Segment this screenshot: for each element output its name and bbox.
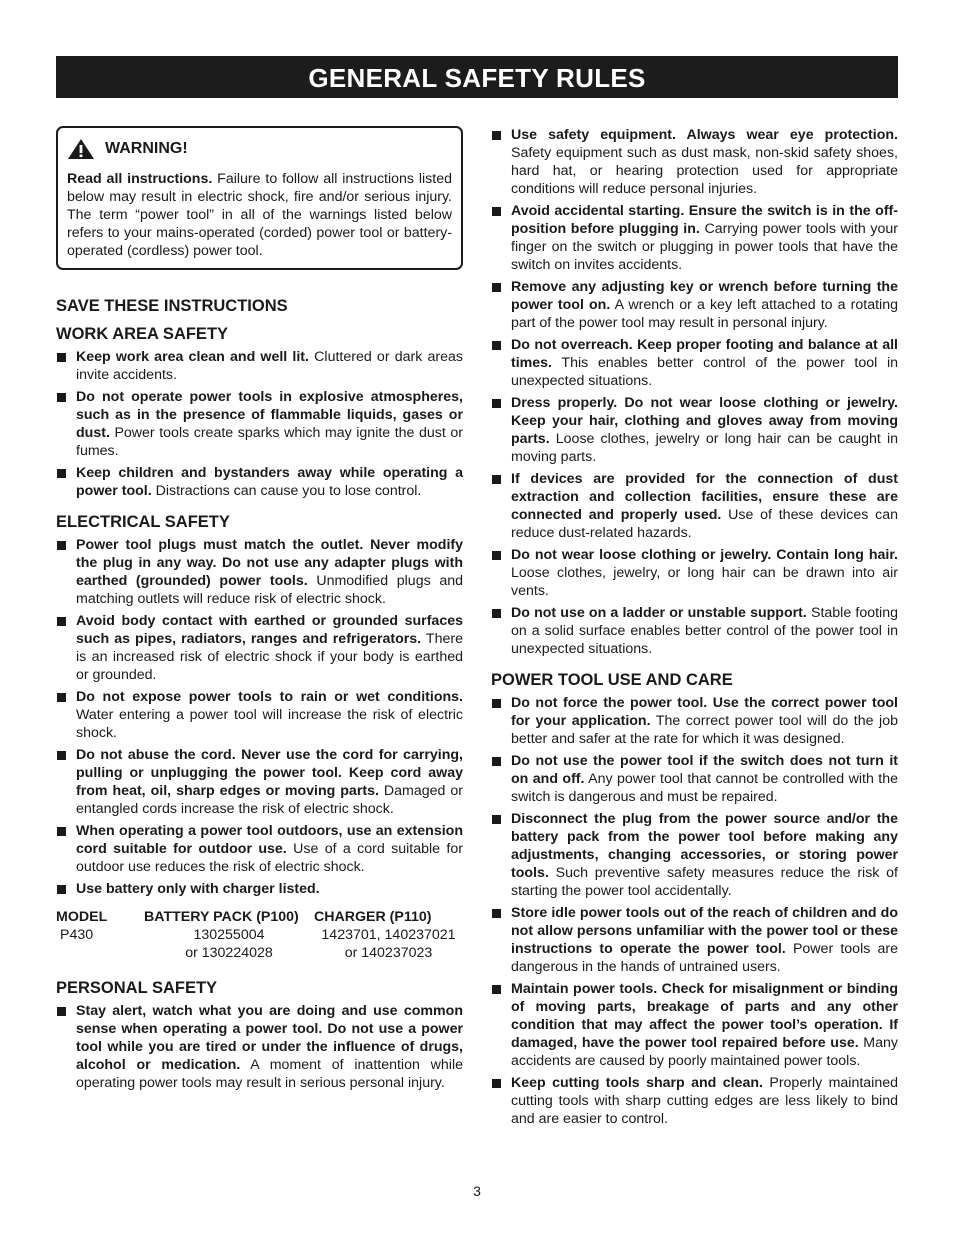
item-bold: Avoid body contact with earthed or grounded surfaces such as pipes, radiators, ranges and refrigerators. [76, 613, 463, 647]
electrical-heading: ELECTRICAL SAFETY [56, 513, 230, 531]
item-bold: Disconnect the plug from the power source and/or the battery pack from the power tool before making any adjustments, changing accessories, or storing power tools. [511, 811, 898, 881]
bullet-icon [57, 541, 66, 550]
table-cell: or 130224028 [185, 945, 273, 961]
personal-safety-list-continued [491, 126, 898, 658]
work-area-heading: WORK AREA SAFETY [56, 325, 229, 343]
warning-body: Failure to follow all instructions listed below may result in electric shock, fire and/or serious injury. The term “power tool” in all of the warnings listed below refers to your mains-operated (corded) power tool or battery-operated (cordless) power tool. [67, 171, 452, 259]
table-cell [56, 944, 144, 962]
table-cell: or 140237023 [344, 945, 433, 961]
item-text: Power tools create sparks which may ignite the dust or fumes. [76, 425, 463, 459]
item-text: Use of these devices can reduce dust-related hazards. [511, 507, 898, 541]
warning-header [67, 138, 452, 160]
item-text: Safety equipment such as dust mask, non-skid safety shoes, hard hat, or hearing protection used for appropriate conditions will reduce personal injuries. [511, 145, 898, 197]
list-item [491, 694, 898, 748]
item-bold: Use safety equipment. Always wear eye protection. [511, 127, 898, 143]
table-header-row [56, 908, 463, 926]
item-bold: Keep cutting tools sharp and clean. [511, 1075, 763, 1091]
item-text: Loose clothes, jewelry or long hair can be caught in moving parts. [511, 431, 898, 465]
bullet-icon [492, 399, 501, 408]
page-title: GENERAL SAFETY RULES [308, 63, 646, 93]
list-item [491, 1074, 898, 1128]
bullet-icon [492, 815, 501, 824]
warning-lead: Read all instructions. [67, 171, 213, 187]
list-item [491, 752, 898, 806]
list-item [491, 904, 898, 976]
column-header: CHARGER (P110) [314, 909, 432, 925]
item-bold: Dress properly. Do not wear loose clothing or jewelry. Keep your hair, clothing and gloves away from moving parts. [511, 395, 898, 447]
work-area-list [56, 348, 463, 500]
item-text: Cluttered or dark areas invite accidents. [76, 349, 463, 383]
personal-safety-heading: PERSONAL SAFETY [56, 979, 218, 997]
item-bold: Do not use the power tool if the switch does not turn it on and off. [511, 753, 898, 787]
bullet-icon [492, 341, 501, 350]
item-bold: Remove any adjusting key or wrench before turning the power tool on. [511, 279, 898, 313]
item-text: Many accidents are caused by poorly maintained power tools. [511, 1035, 898, 1069]
bullet-icon [57, 693, 66, 702]
list-item [491, 336, 898, 390]
item-text: Power tools are dangerous in the hands of untrained users. [511, 941, 899, 975]
item-text: Use of a cord suitable for outdoor use reduces the risk of electric shock. [76, 841, 463, 875]
list-item [491, 470, 898, 542]
bullet-icon [492, 551, 501, 560]
list-item [56, 688, 463, 742]
item-text: This enables better control of the power tool in unexpected situations. [511, 355, 898, 389]
list-item [491, 980, 898, 1070]
item-text: Such preventive safety measures reduce the risk of starting the power tool accidentally. [511, 865, 898, 899]
item-bold: When operating a power tool outdoors, use an extension cord suitable for outdoor use. [76, 823, 463, 857]
item-bold: Do not expose power tools to rain or wet conditions. [76, 689, 463, 705]
warning-text [67, 170, 452, 260]
item-text: Unmodified plugs and matching outlets will reduce risk of electric shock. [76, 573, 463, 607]
item-bold: If devices are provided for the connection of dust extraction and collection facilities, ensure these are connected and properly used. [511, 471, 898, 523]
item-bold: Do not operate power tools in explosive atmospheres, such as in the presence of flammable liquids, gases or dust. [76, 389, 463, 441]
table-row [56, 944, 463, 962]
item-text: A moment of inattention while operating power tools may result in serious personal injury. [76, 1057, 463, 1091]
model-table [56, 908, 463, 962]
list-item [491, 278, 898, 332]
list-item [56, 880, 463, 898]
list-item [56, 1002, 463, 1092]
page-number: 3 [473, 1183, 481, 1199]
bullet-icon [57, 393, 66, 402]
electrical-list [56, 536, 463, 898]
list-item [491, 810, 898, 900]
bullet-icon [57, 353, 66, 362]
bullet-icon [492, 985, 501, 994]
bullet-icon [57, 469, 66, 478]
left-column [56, 126, 463, 1096]
bullet-icon [492, 609, 501, 618]
item-bold: Do not use on a ladder or unstable support. [511, 605, 807, 621]
item-bold: Do not wear loose clothing or jewelry. Contain long hair. [511, 547, 898, 563]
list-item [491, 604, 898, 658]
list-item [491, 394, 898, 466]
list-item [491, 202, 898, 274]
bullet-icon [492, 1079, 501, 1088]
item-bold: Do not abuse the cord. Never use the cord for carrying, pulling or unplugging the power tool. Keep cord away from heat, oil, sharp edges or moving parts. [76, 747, 463, 799]
table-cell: 1423701, 140237021 [321, 927, 456, 943]
table-cell: 130255004 [193, 927, 265, 943]
bullet-icon [492, 131, 501, 140]
power-tool-use-list [491, 694, 898, 1128]
list-item [56, 822, 463, 876]
list-item [491, 546, 898, 600]
item-text: Damaged or entangled cords increase the risk of electric shock. [76, 783, 463, 817]
list-item [56, 348, 463, 384]
warning-box [56, 126, 463, 270]
item-bold: Maintain power tools. Check for misalignment or binding of moving parts, breakage of parts and any other condition that may affect the power tool’s operation. If damaged, have the power tool repaired before use. [511, 981, 898, 1051]
item-bold: Do not force the power tool. Use the correct power tool for your application. [511, 695, 898, 729]
item-bold: Avoid accidental starting. Ensure the switch is in the off-position before plugging in. [511, 203, 898, 237]
save-instructions-heading: SAVE THESE INSTRUCTIONS [56, 297, 288, 315]
item-text: Water entering a power tool will increase the risk of electric shock. [76, 707, 463, 741]
item-bold: Use battery only with charger listed. [76, 881, 320, 897]
list-item [56, 746, 463, 818]
list-item [56, 612, 463, 684]
right-column [491, 126, 898, 1132]
list-item [56, 536, 463, 608]
bullet-icon [57, 885, 66, 894]
list-item [491, 126, 898, 198]
bullet-icon [492, 757, 501, 766]
item-bold: Power tool plugs must match the outlet. Never modify the plug in any way. Do not use any adapter plugs with earthed (grounded) power tools. [76, 537, 463, 589]
warning-triangle-icon [67, 138, 95, 160]
item-bold: Stay alert, watch what you are doing and use common sense when operating a power tool. Do not use a power tool while you are tired or under the influence of drugs, alcohol or medication. [76, 1003, 463, 1073]
column-header: MODEL [56, 909, 108, 925]
item-text: Stable footing on a solid surface enables better control of the power tool in unexpected situations. [511, 605, 898, 657]
power-tool-use-heading: POWER TOOL USE AND CARE [491, 671, 733, 689]
bullet-icon [57, 1007, 66, 1016]
bullet-icon [57, 751, 66, 760]
list-item [56, 388, 463, 460]
table-cell: P430 [60, 927, 94, 943]
item-bold: Keep work area clean and well lit. [76, 349, 309, 365]
item-text: Carrying power tools with your finger on the switch or plugging in power tools that have the switch on invites accidents. [511, 221, 898, 273]
item-text: Any power tool that cannot be controlled with the switch is dangerous and must be repaired. [511, 771, 898, 805]
item-bold: Keep children and bystanders away while operating a power tool. [76, 465, 463, 499]
bullet-icon [492, 283, 501, 292]
item-bold: Store idle power tools out of the reach of children and do not allow persons unfamiliar with the power tool or these instructions to operate the power tool. [511, 905, 898, 957]
bullet-icon [492, 909, 501, 918]
item-text: There is an increased risk of electric shock if your body is earthed or grounded. [76, 631, 463, 683]
bullet-icon [492, 207, 501, 216]
item-text: A wrench or a key left attached to a rotating part of the power tool may result in personal injury. [511, 297, 898, 331]
personal-safety-list [56, 1002, 463, 1092]
item-text: Loose clothes, jewelry, or long hair can be drawn into air vents. [511, 565, 898, 599]
warning-label: WARNING! [105, 140, 188, 157]
table-row [56, 926, 463, 944]
list-item [56, 464, 463, 500]
bullet-icon [57, 617, 66, 626]
column-header: BATTERY PACK (P100) [144, 909, 299, 925]
item-bold: Do not overreach. Keep proper footing and balance at all times. [511, 337, 898, 371]
item-text: Properly maintained cutting tools with sharp cutting edges are less likely to bind and are easier to control. [511, 1075, 898, 1127]
title-banner [56, 56, 898, 98]
item-text: The correct power tool will do the job better and safer at the rate for which it was designed. [511, 713, 898, 747]
bullet-icon [492, 699, 501, 708]
bullet-icon [57, 827, 66, 836]
item-text: Distractions can cause you to lose control. [151, 483, 422, 499]
bullet-icon [492, 475, 501, 484]
